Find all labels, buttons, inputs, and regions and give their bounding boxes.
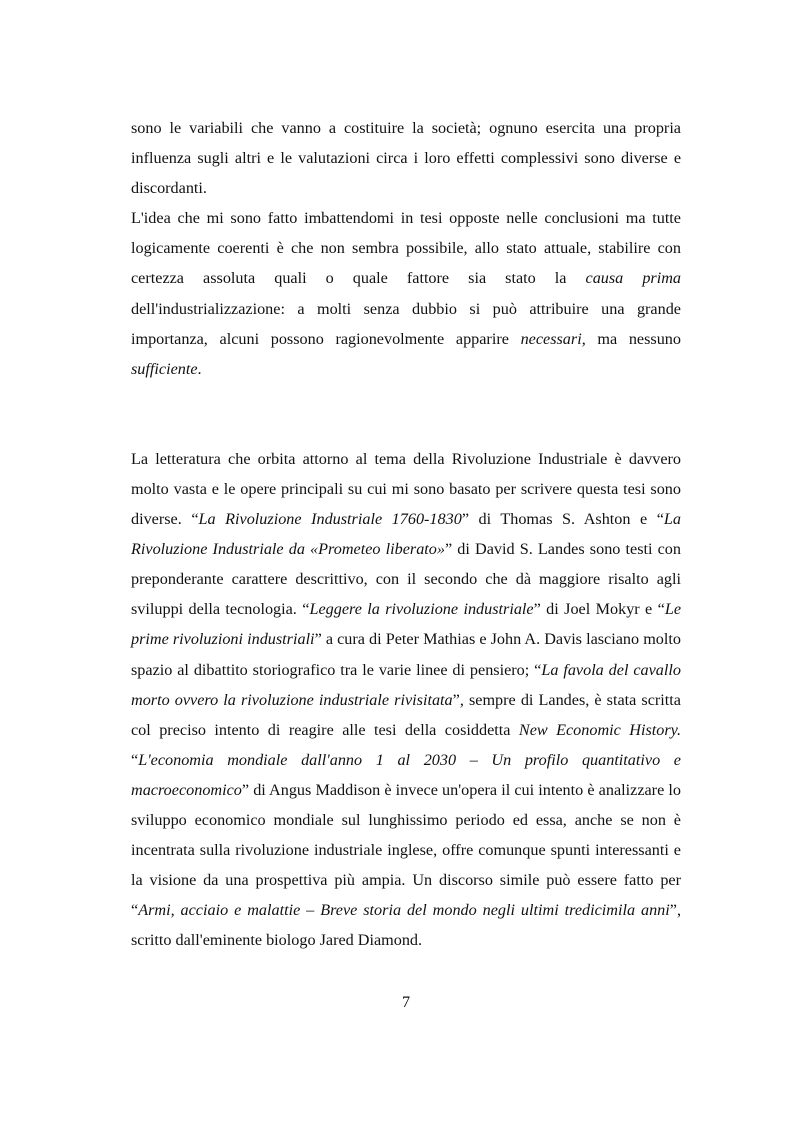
book-title: L'economia mondiale dall'anno 1 al 2030 – Un profilo quantitativo e macroeconomico <box>131 750 681 799</box>
paragraph-causa-prima <box>131 203 681 384</box>
text-run: ” di Thomas S. Ashton e “ <box>461 510 664 529</box>
text-run: ”, scritto dall'eminente biologo Jared Diamond. <box>131 901 681 950</box>
paragraph-literature-review <box>131 444 681 956</box>
book-title: Le prime rivoluzioni industriali <box>131 600 681 649</box>
text-run: La letteratura che orbita attorno al tema della Rivoluzione Industriale è davvero molto vasta e le opere principali su cui mi sono basato per scrivere questa tesi sono diverse. “ <box>131 449 681 529</box>
italic-term: necessari <box>520 329 582 348</box>
book-title: Armi, acciaio e malattie – Breve storia del mondo negli ultimi tredicimila anni <box>138 901 670 920</box>
text-run: dell'industrializzazione: a molti senza dubbio si può attribuire una grande importanza, alcuni possono ragionevolmente apparire <box>131 299 681 348</box>
text-run: . <box>197 359 202 378</box>
book-title: La favola del cavallo morto ovvero la rivoluzione industriale rivisitata <box>131 660 681 709</box>
page-number: 7 <box>401 993 411 1011</box>
text-run: , ma nessuno <box>581 329 681 348</box>
italic-term: causa prima <box>585 269 681 288</box>
paragraph-gap <box>131 384 681 444</box>
book-title: Leggere la rivoluzione industriale <box>309 600 534 619</box>
text-run: ”, sempre di Landes, è stata scritta col preciso intento di reagire alle tesi della cosiddetta <box>131 690 681 739</box>
book-title: La Rivoluzione Industriale 1760-1830 <box>198 510 462 529</box>
text-run: ” di Joel Mokyr e “ <box>533 600 665 619</box>
italic-term: New Economic History. <box>518 720 681 739</box>
text-run: ” di David S. Landes sono testi con preponderante carattere descrittivo, con il secondo che dà maggiore risalto agli sviluppi della tecnologia. “ <box>131 540 681 619</box>
book-title: La Rivoluzione Industriale da «Prometeo liberato» <box>131 510 682 559</box>
italic-term: sufficiente <box>131 359 198 378</box>
text-run: L'idea che mi sono fatto imbattendomi in tesi opposte nelle conclusioni ma tutte logicamente coerenti è che non sembra possibile, allo stato attuale, stabilire con certezza assoluta quali o quale fattore sia stato la <box>131 209 681 288</box>
text-run: ” di Angus Maddison è invece un'opera il cui intento è analizzare lo sviluppo economico mondiale sul lunghissimo periodo ed essa, anche se non è incentrata sulla rivoluzione industriale inglese, offre comunque spunti interessanti e la visione da una prospettiva più ampia. Un discorso simile può essere fatto per “ <box>131 780 681 920</box>
text-run: “ <box>131 750 139 769</box>
paragraph-society-variables: sono le variabili che vanno a costituire la società; ognuno esercita una propria influenza sugli altri e le valutazioni circa i loro effetti complessivi sono diverse e discordanti. <box>131 119 681 198</box>
text-run: ” a cura di Peter Mathias e John A. Davis lasciano molto spazio al dibattito storiografico tra le varie linee di pensiero; “ <box>131 630 681 679</box>
page-body <box>131 113 681 955</box>
